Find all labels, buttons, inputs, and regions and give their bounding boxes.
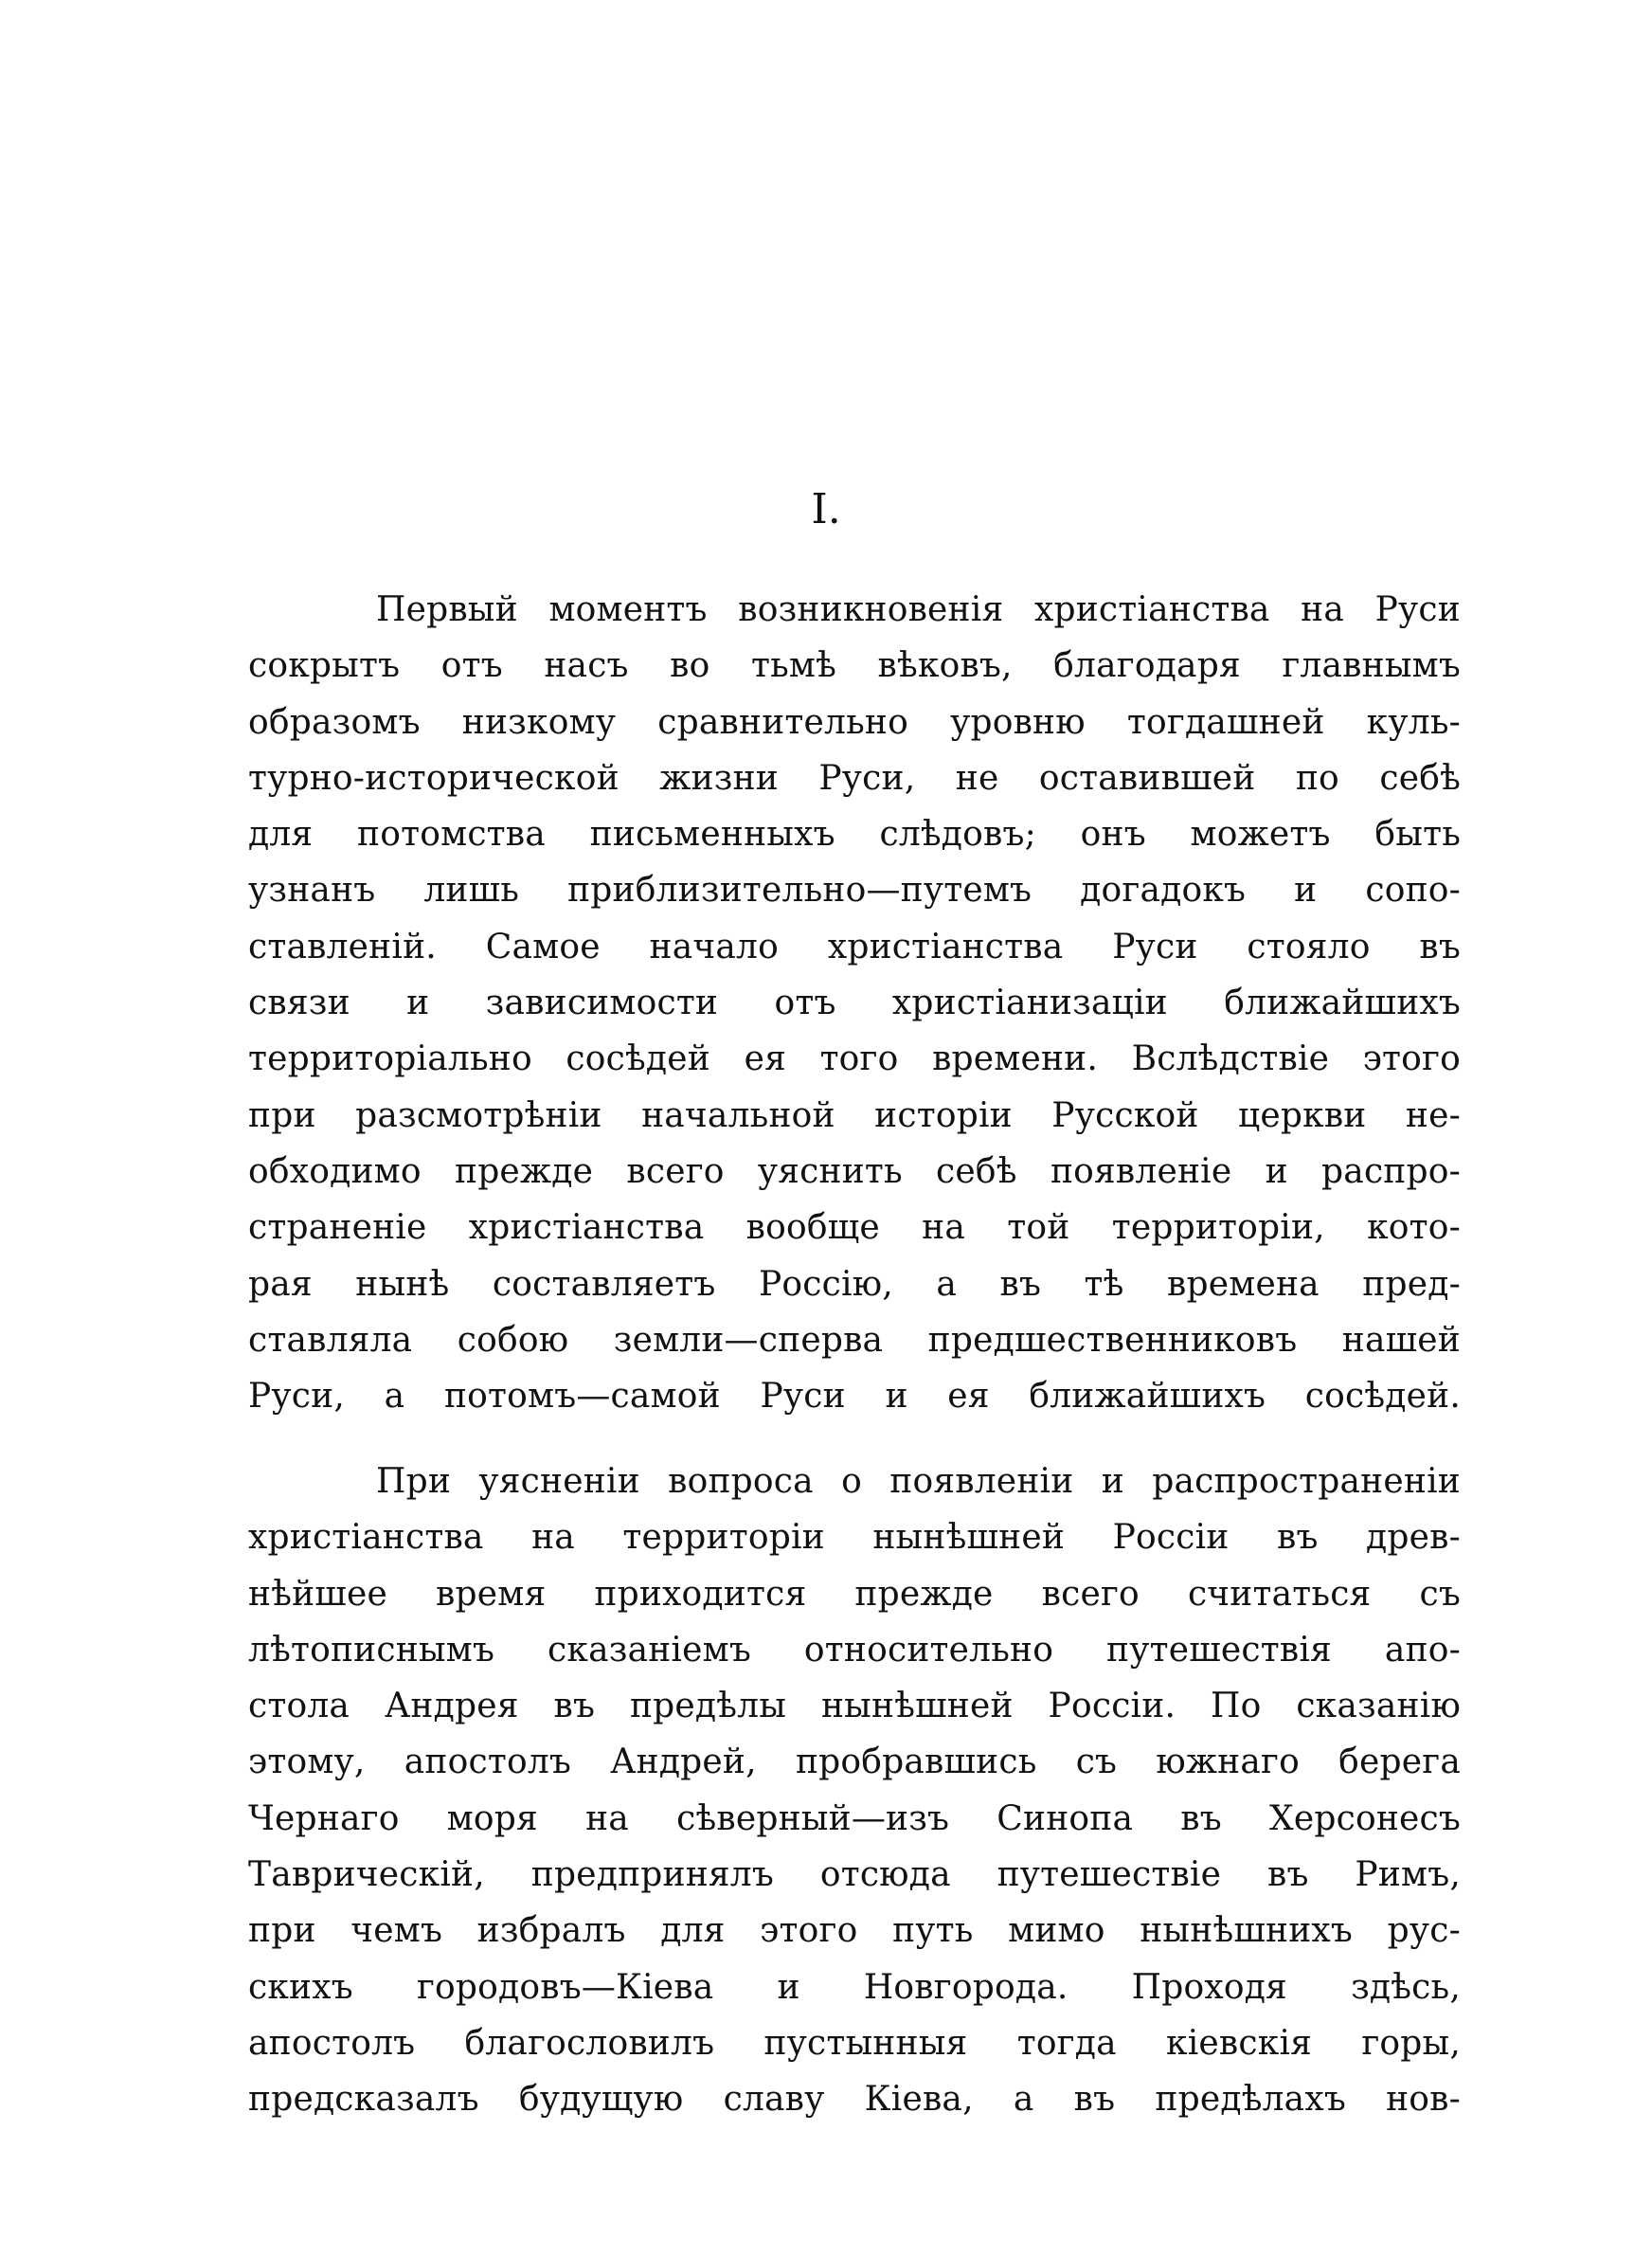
paragraph-1 [248,582,1461,1424]
text-line: скихъ городовъ—Кіева и Новгорода. Проходя здѣсь, [248,1967,1461,2007]
text-line: Первый моментъ возникновенія христіанства на Руси [376,590,1461,629]
text-line: этому, апостолъ Андрей, пробравшись съ южнаго берега [248,1742,1461,1782]
text-line: Руси, а потомъ—самой Руси и ея ближайшихъ сосѣдей. [248,1377,1461,1417]
text-line: стола Андрея въ предѣлы нынѣшней Россіи. По сказанію [248,1687,1461,1726]
text-line: турно-исторической жизни Руси, не оставившей по себѣ [248,758,1461,798]
text-line: связи и зависимости отъ христіанизаціи ближайшихъ [248,984,1461,1023]
paragraph-2 [248,1454,1461,2128]
text-line: при разсмотрѣніи начальной исторіи Русской церкви не- [248,1095,1461,1135]
text-line: страненіе христіанства вообще на той территоріи, кото- [248,1208,1461,1248]
text-line: при чемъ избралъ для этого путь мимо нынѣшнихъ рус- [248,1911,1461,1951]
text-line: лѣтописнымъ сказаніемъ относительно путешествія апо- [248,1630,1461,1670]
chapter-number: I. [811,485,841,533]
text-line: предсказалъ будущую славу Кіева, а въ предѣлахъ нов- [248,2080,1461,2120]
text-line: Таврическій, предпринялъ отсюда путешествіе въ Римъ, [248,1855,1461,1895]
text-line: ставляла собою земли—сперва предшественниковъ нашей [248,1320,1461,1360]
text-line: сокрытъ отъ насъ во тьмѣ вѣковъ, благодаря главнымъ [248,646,1461,686]
text-line: христіанства на территоріи нынѣшней Россіи въ древ- [248,1518,1461,1558]
text-line: узнанъ лишь приблизительно—путемъ догадокъ и сопо- [248,871,1461,911]
text-line: нѣйшее время приходится прежде всего считаться съ [248,1574,1461,1614]
text-line: для потомства письменныхъ слѣдовъ; онъ можетъ быть [248,815,1461,855]
text-line: Чернаго моря на сѣверный—изъ Синопа въ Херсонесъ [248,1798,1461,1838]
text-line: обходимо прежде всего уяснить себѣ появленіе и распро- [248,1151,1461,1191]
text-line: ставленій. Самое начало христіанства Руси стояло въ [248,927,1461,966]
text-line: территоріально сосѣдей ея того времени. Вслѣдствіе этого [248,1039,1461,1079]
text-line: рая нынѣ составляетъ Россію, а въ тѣ времена пред- [248,1264,1461,1304]
text-line: При уясненіи вопроса о появленіи и распространеніи [376,1462,1461,1501]
text-line: апостолъ благословилъ пустынныя тогда кіевскія горы, [248,2023,1461,2063]
text-line: образомъ низкому сравнительно уровню тогдашней куль- [248,702,1461,742]
